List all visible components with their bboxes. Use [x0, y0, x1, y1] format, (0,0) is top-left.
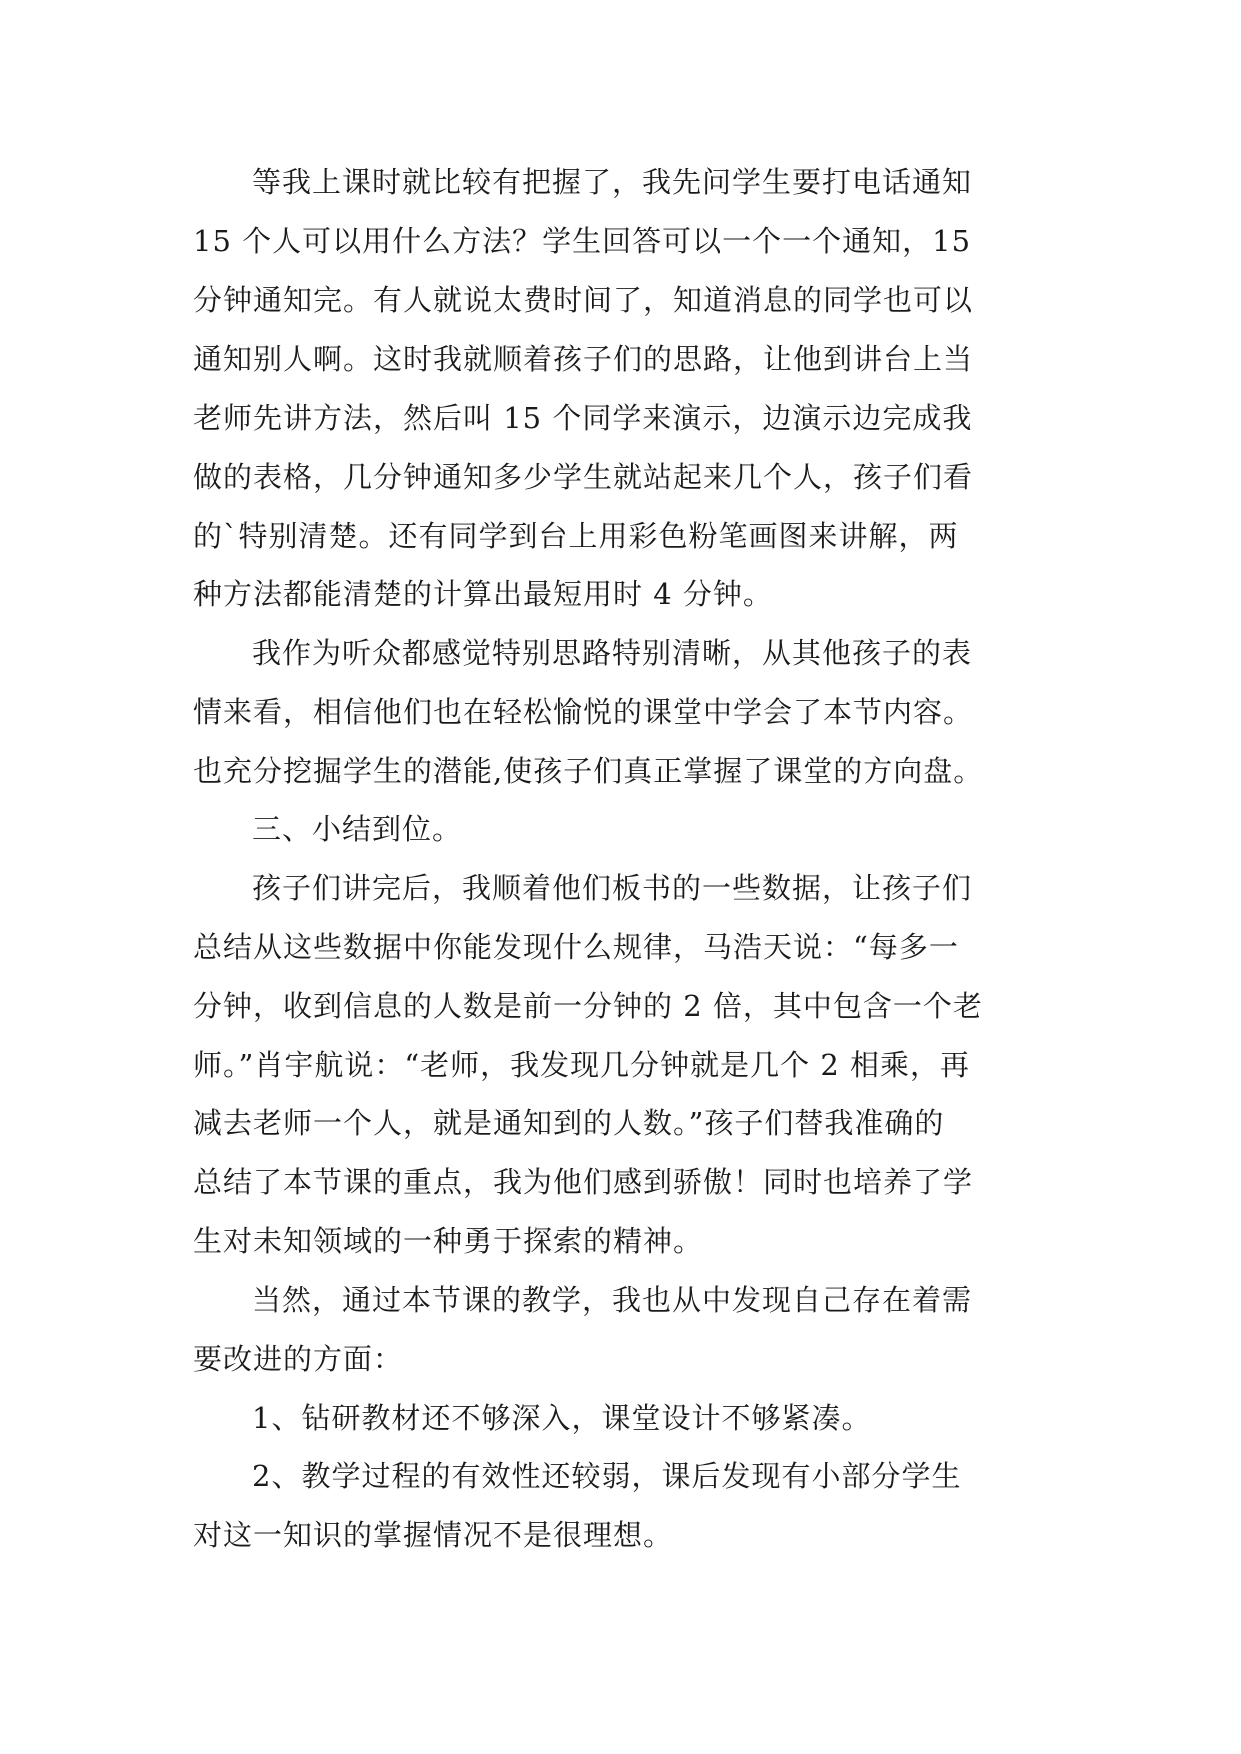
- list-item-continuation: 对这一知识的掌握情况不是很理想。: [193, 1518, 674, 1552]
- paragraph-line: 当然，通过本节课的教学，我也从中发现自己存在着需: [252, 1283, 973, 1317]
- list-item: 2、教学过程的有效性还较弱，课后发现有小部分学生: [252, 1459, 962, 1493]
- paragraph-line: 做的表格，几分钟通知多少学生就站起来几个人，孩子们看: [193, 460, 974, 494]
- paragraph-line: 分钟，收到信息的人数是前一分钟的 2 倍，其中包含一个老: [193, 989, 983, 1023]
- list-item: 1、钻研教材还不够深入，课堂设计不够紧凑。: [252, 1401, 872, 1435]
- paragraph-line: 总结从这些数据中你能发现什么规律，马浩天说：“每多一: [193, 930, 959, 964]
- paragraph-line: 种方法都能清楚的计算出最短用时 4 分钟。: [193, 577, 773, 611]
- paragraph-line: 师。”肖宇航说：“老师，我发现几分钟就是几个 2 相乘，再: [193, 1048, 971, 1082]
- paragraph-line: 也充分挖掘学生的潜能,使孩子们真正掌握了课堂的方向盘。: [193, 754, 984, 788]
- paragraph-line: 减去老师一个人，就是通知到的人数。”孩子们替我准确的: [193, 1106, 945, 1140]
- paragraph-line: 要改进的方面：: [193, 1342, 404, 1376]
- paragraph-line: 等我上课时就比较有把握了，我先问学生要打电话通知: [252, 165, 973, 199]
- paragraph-line: 我作为听众都感觉特别思路特别清晰，从其他孩子的表: [252, 636, 973, 670]
- paragraph-line: 15 个人可以用什么方法？学生回答可以一个一个通知，15: [193, 224, 972, 258]
- paragraph-line: 情来看，相信他们也在轻松愉悦的课堂中学会了本节内容。: [193, 695, 974, 729]
- paragraph-line: 通知别人啊。这时我就顺着孩子们的思路，让他到讲台上当: [193, 342, 974, 376]
- paragraph-line: 生对未知领域的一种勇于探索的精神。: [193, 1224, 704, 1258]
- paragraph-line: 老师先讲方法，然后叫 15 个同学来演示，边演示边完成我: [193, 401, 973, 435]
- section-heading: 三、小结到位。: [252, 812, 463, 846]
- paragraph-line: 分钟通知完。有人就说太费时间了，知道消息的同学也可以: [193, 283, 974, 317]
- paragraph-line: 总结了本节课的重点，我为他们感到骄傲！同时也培养了学: [193, 1165, 974, 1199]
- paragraph-line: 的`特别清楚。还有同学到台上用彩色粉笔画图来讲解，两: [193, 519, 959, 553]
- paragraph-line: 孩子们讲完后，我顺着他们板书的一些数据，让孩子们: [252, 871, 973, 905]
